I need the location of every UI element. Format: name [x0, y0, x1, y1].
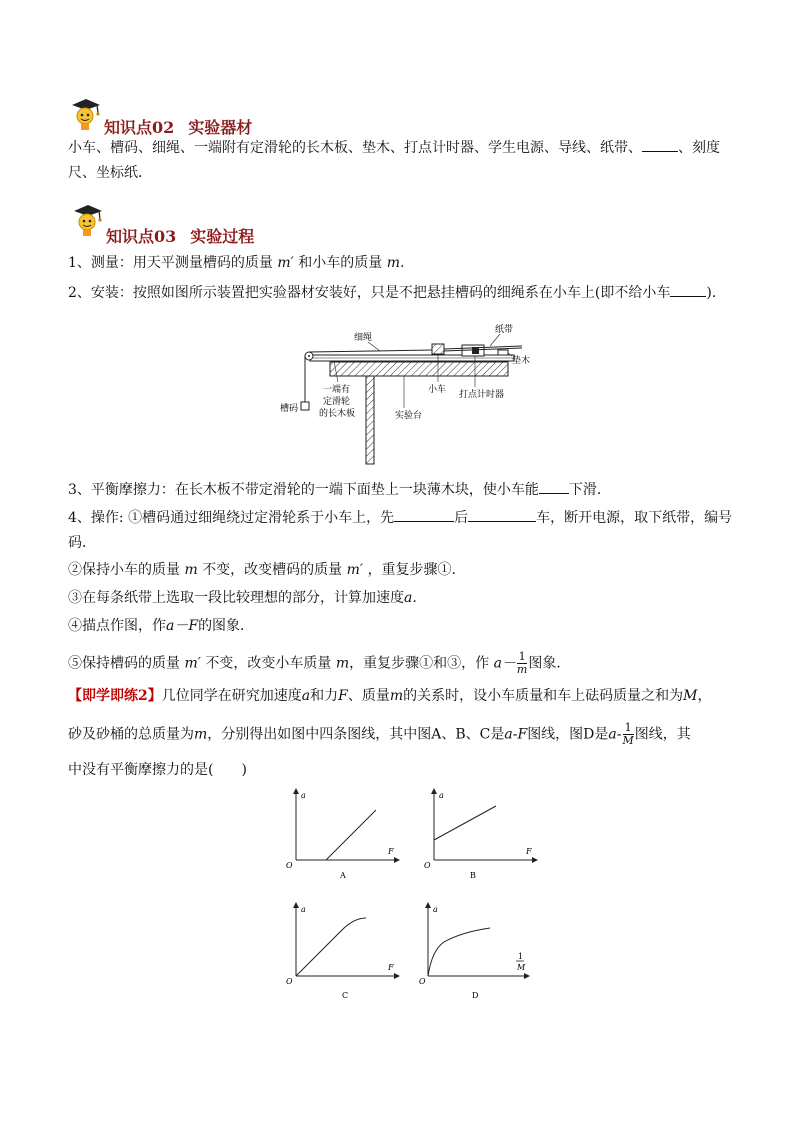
step-4-2-text-b: 不变，改变槽码的质量: [202, 562, 343, 578]
practice-text: 砂及砂桶的总质量为: [68, 726, 194, 743]
graph-c-label: C: [342, 991, 349, 1000]
var-a-minus: a－: [493, 655, 516, 672]
step-4-text-b: 后: [454, 510, 469, 526]
graph-d-y-label: a: [433, 905, 438, 914]
step-1-text-a: 1、测量：用天平测量槽码的质量: [68, 255, 273, 271]
var-a-F: a－F: [166, 618, 199, 634]
label-weight: 槽码: [280, 404, 299, 414]
answer-blank: [670, 282, 706, 297]
pad: [498, 350, 508, 355]
practice-text: 的关系时，设小车质量和车上砝码质量之和为: [403, 688, 684, 704]
graph-a-origin: O: [286, 861, 293, 870]
var-m: m: [335, 655, 350, 672]
answer-blank: [642, 137, 678, 152]
fraction-1-over-m: [517, 651, 527, 676]
step-2: [68, 282, 726, 303]
answer-blank: [468, 507, 536, 522]
apparatus-diagram: [276, 320, 536, 468]
graph-d-x-den: M: [517, 963, 526, 972]
fraction-num: 1: [518, 650, 526, 663]
answer-blank: [539, 479, 569, 494]
step-3-text-a: 3、平衡摩擦力：在长木板不带定滑轮的一端下面垫上一块薄木块，使小车能: [68, 482, 539, 498]
step-1: [68, 253, 404, 273]
step-4-3: [68, 588, 417, 608]
label-board-3: 的长木板: [319, 409, 356, 419]
graph-a-x-label: F: [388, 847, 394, 856]
equipment-line-2: 尺、坐标纸．: [68, 165, 152, 181]
label-table: 实验台: [395, 411, 423, 421]
var-m-prime: m′: [184, 655, 201, 672]
graph-b-label: B: [470, 871, 476, 880]
step-4-2: [68, 560, 456, 580]
step-4-5: [68, 651, 570, 676]
graph-a-label: A: [340, 871, 346, 880]
practice-text: 几位同学在研究加速度: [161, 688, 302, 704]
section-03-title: 知识点03: [106, 227, 177, 246]
var-m: m: [194, 726, 208, 743]
step-3-text-b: 下滑．: [568, 482, 611, 498]
graph-d-curve: [428, 928, 490, 976]
step-4-text-a: 4、操作: ①槽码通过细绳绕过定滑轮系于小车上，先: [68, 510, 395, 526]
graph-c: [282, 900, 402, 1006]
table-top: [330, 362, 508, 376]
graph-a: [282, 786, 402, 882]
step-4-2-text-c: ，重复步骤①.: [367, 562, 457, 578]
equipment-text-a: 小车、槽码、细绳、一端附有定滑轮的长木板、垫木、打点计时器、学生电源、导线、纸带、: [68, 140, 642, 156]
answer-blank: [394, 507, 454, 522]
step-3: [68, 479, 611, 500]
graph-d-origin: O: [419, 977, 426, 986]
section-02-subtitle: 实验器材: [188, 118, 253, 137]
practice-text: ，: [697, 688, 712, 704]
step-4-5-text-b: 不变，改变小车质量: [205, 655, 332, 672]
section-02-heading: [104, 115, 252, 138]
graph-b-origin: O: [424, 861, 431, 870]
fraction-1-over-M: [623, 722, 634, 747]
graph-b-y-label: a: [439, 791, 444, 800]
graph-d-x-num: 1: [518, 952, 524, 961]
var-a-minus: a-: [608, 726, 622, 743]
graph-c-x-label: F: [388, 963, 394, 972]
step-4-5-text-a: ⑤保持槽码的质量: [68, 655, 180, 672]
step-4-2-text-a: ②保持小车的质量: [68, 562, 180, 578]
label-tape: 纸带: [495, 325, 514, 335]
step-4-text-c: 车，断开电源，取下纸带，编号: [536, 510, 733, 526]
step-4: [68, 507, 732, 528]
section-02-title: 知识点02: [104, 118, 175, 137]
graph-b-x-label: F: [526, 847, 532, 856]
graph-c-y-label: a: [301, 905, 306, 914]
practice-text: 图线，图D是: [527, 726, 609, 743]
step-4-4-text-a: ④描点作图，作: [68, 618, 166, 634]
step-4-5-text-d: 图象．: [528, 655, 571, 672]
var-F: F: [338, 688, 348, 704]
var-m: m: [389, 688, 404, 704]
label-board-2: 定滑轮: [323, 397, 351, 407]
section-03-heading: [106, 224, 254, 247]
graph-a-line: [326, 810, 376, 860]
practice-text: ，分别得出如图中四条图线，其中图A、B、C是: [207, 726, 505, 743]
label-car: 小车: [428, 385, 447, 395]
practice-text: 、质量: [347, 688, 390, 704]
graph-a-y-label: a: [301, 791, 306, 800]
step-4-4-text-b: 的图象．: [198, 618, 255, 634]
step-4-4: [68, 616, 254, 636]
graph-c-origin: O: [286, 977, 293, 986]
step-4-5-text-c: ，重复步骤①和③，作: [349, 655, 490, 672]
fraction-den: m: [516, 663, 528, 676]
car: [432, 344, 444, 354]
label-rope: 细绳: [354, 333, 373, 343]
graph-b-line: [434, 806, 496, 840]
fraction-num: 1: [623, 722, 634, 735]
graph-b: [420, 786, 540, 882]
equipment-line-1: [68, 137, 720, 158]
practice-line-2: [68, 722, 691, 747]
practice-text: 和力: [310, 688, 339, 704]
scholar-mascot-icon: [70, 202, 106, 238]
var-m-prime: m′: [277, 255, 294, 271]
fraction-den: M: [622, 734, 634, 747]
weight: [301, 402, 309, 410]
var-M: M: [683, 688, 698, 704]
var-m: m: [184, 562, 198, 578]
practice-text: 图线，其: [634, 726, 691, 743]
step-4-3-text-a: ③在每条纸带上选取一段比较理想的部分，计算加速度: [68, 590, 404, 606]
step-4-cont: 码．: [68, 535, 96, 551]
var-m-prime: m′: [346, 562, 364, 578]
var-a: a.: [404, 590, 417, 606]
label-board-1: 一端有: [323, 385, 351, 395]
var-a: a: [301, 688, 311, 704]
section-03-subtitle: 实验过程: [190, 227, 255, 246]
table-leg: [366, 376, 374, 464]
label-timer: 打点计时器: [459, 390, 505, 400]
graph-d-label: D: [472, 991, 479, 1000]
rope: [309, 350, 432, 352]
practice-tag: 【即学即练2】: [68, 688, 162, 704]
var-a-F: a-F: [504, 726, 528, 743]
label-pad: 垫木: [512, 356, 531, 366]
scholar-mascot-icon: [68, 96, 104, 132]
equipment-text-b: 、刻度: [678, 140, 720, 156]
graph-d: [416, 900, 536, 1006]
step-2-text-a: 2、安装：按照如图所示装置把实验器材安装好，只是不把悬挂槽码的细绳系在小车上(即不给小车: [68, 285, 671, 301]
var-m: m.: [386, 255, 405, 271]
step-2-text-b: )．: [706, 285, 726, 301]
graph-c-curve: [296, 918, 366, 976]
practice-line-3: 中没有平衡摩擦力的是( ): [68, 762, 247, 778]
practice-line-1: [68, 686, 711, 706]
step-1-text-b: 和小车的质量: [298, 255, 383, 271]
